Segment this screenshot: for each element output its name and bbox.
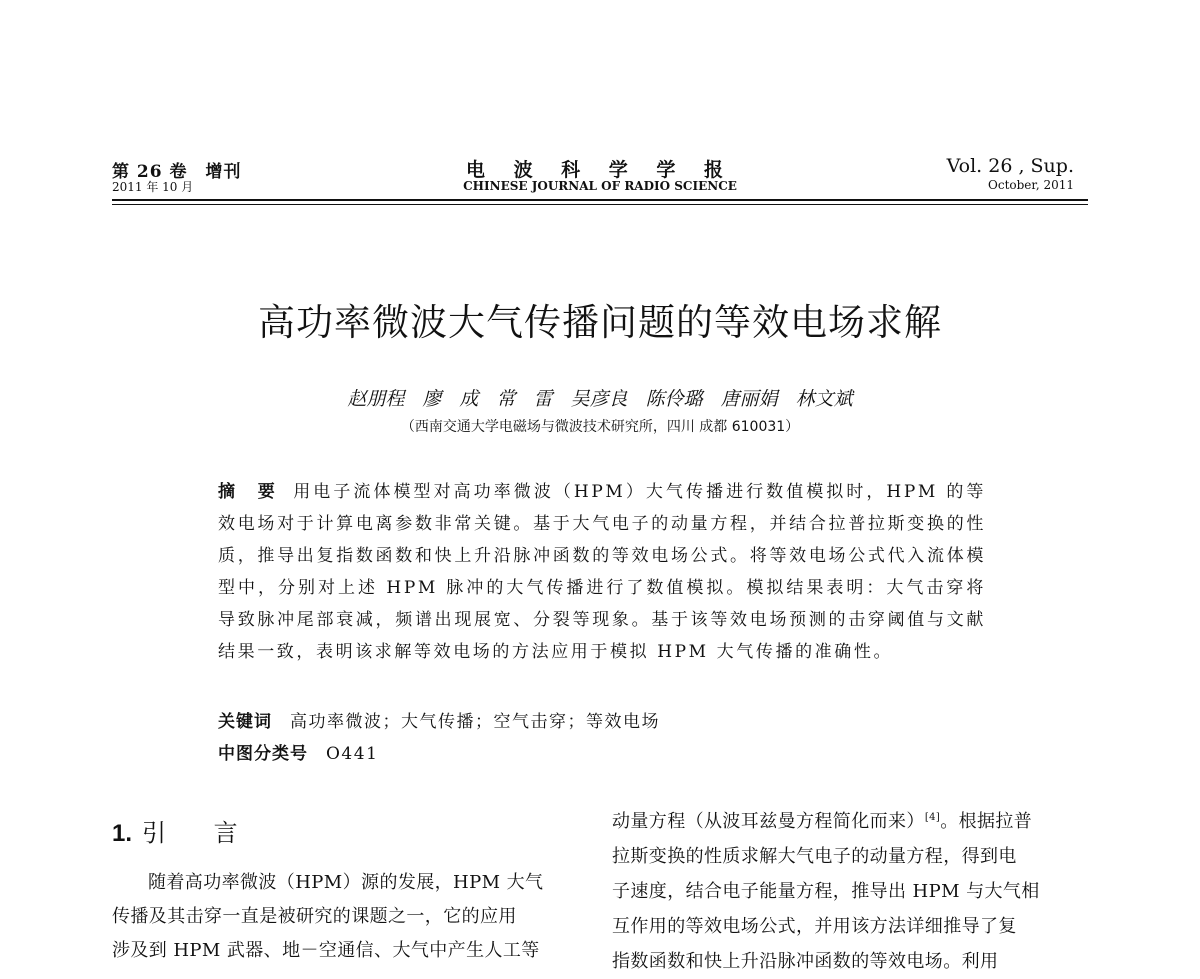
- paper-title: 高功率微波大气传播问题的等效电场求解: [258, 301, 942, 344]
- body-line: 子速度，结合电子能量方程，推导出 HPM 与大气相: [612, 881, 1040, 902]
- header-rule-thin: [112, 204, 1088, 205]
- body-line: 互作用的等效电场公式，并用该方法详细推导了复: [612, 916, 1017, 937]
- body-text: 动量方程（从波耳兹曼方程简化而来）: [612, 811, 925, 832]
- classification: [218, 739, 378, 764]
- journal-title-cn: 电 波 科 学 学 报: [465, 159, 735, 181]
- section-heading: [112, 813, 258, 848]
- body-line: 随着高功率微波（HPM）源的发展，HPM 大气: [148, 872, 544, 893]
- volume-label-en: Vol. 26 , Sup.: [946, 155, 1074, 177]
- citation-ref[interactable]: [4]: [924, 812, 941, 823]
- classification-value: O441: [326, 744, 379, 764]
- issue-date-en: October, 2011: [988, 178, 1074, 192]
- body-line: 涉及到 HPM 武器、地－空通信、大气中产生人工等: [112, 940, 540, 961]
- classification-label: 中图分类号: [218, 744, 308, 764]
- keywords-text: 高功率微波；大气传播；空气击穿；等效电场: [290, 712, 660, 732]
- journal-title-en: CHINESE JOURNAL OF RADIO SCIENCE: [463, 179, 737, 193]
- left-column: [112, 866, 582, 968]
- body-line: [612, 800, 1088, 839]
- body-text: 。根据拉普: [940, 811, 1033, 832]
- section-title: 引 言: [142, 819, 258, 847]
- right-column: [612, 800, 1088, 979]
- body-line: 传播及其击穿一直是被研究的课题之一，它的应用: [112, 906, 517, 927]
- abstract-text: 用电子流体模型对高功率微波（HPM）大气传播进行数值模拟时，HPM 的等效电场对于计算电离参数非常关键。基于大气电子的动量方程，并结合拉普拉斯变换的性质，推导出复指数函数和快上升沿脉冲函数的等效电场公式。将等效电场公式代入流体模型中，分别对上述 HPM 脉冲的大气传播进行了数值模拟。模拟结果表明：大气击穿将导致脉冲尾部衰减，频谱出现展宽、分裂等现象。基于该等效电场预测的击穿阈值与文献结果一致，表明该求解等效电场的方法应用于模拟 HPM 大气传播的准确性。: [218, 482, 987, 662]
- keywords: [218, 707, 660, 732]
- body-line: 拉斯变换的性质求解大气电子的动量方程，得到电: [612, 846, 1017, 867]
- abstract-label: 摘 要: [218, 482, 284, 502]
- volume-label: 第 26 卷 增刊: [112, 162, 242, 182]
- abstract: [218, 476, 986, 668]
- affiliation: （西南交通大学电磁场与微波技术研究所，四川 成都 610031）: [400, 419, 800, 435]
- section-number: 1.: [112, 820, 133, 847]
- body-line: 指数函数和快上升沿脉冲函数的等效电场。利用: [612, 951, 999, 972]
- author-list: 赵朋程 廖 成 常 雷 吴彦良 陈伶璐 唐丽娟 林文斌: [347, 388, 853, 410]
- header-rule-thick: [112, 199, 1088, 201]
- keywords-label: 关键词: [218, 712, 272, 732]
- issue-date: 2011 年 10 月: [112, 180, 194, 194]
